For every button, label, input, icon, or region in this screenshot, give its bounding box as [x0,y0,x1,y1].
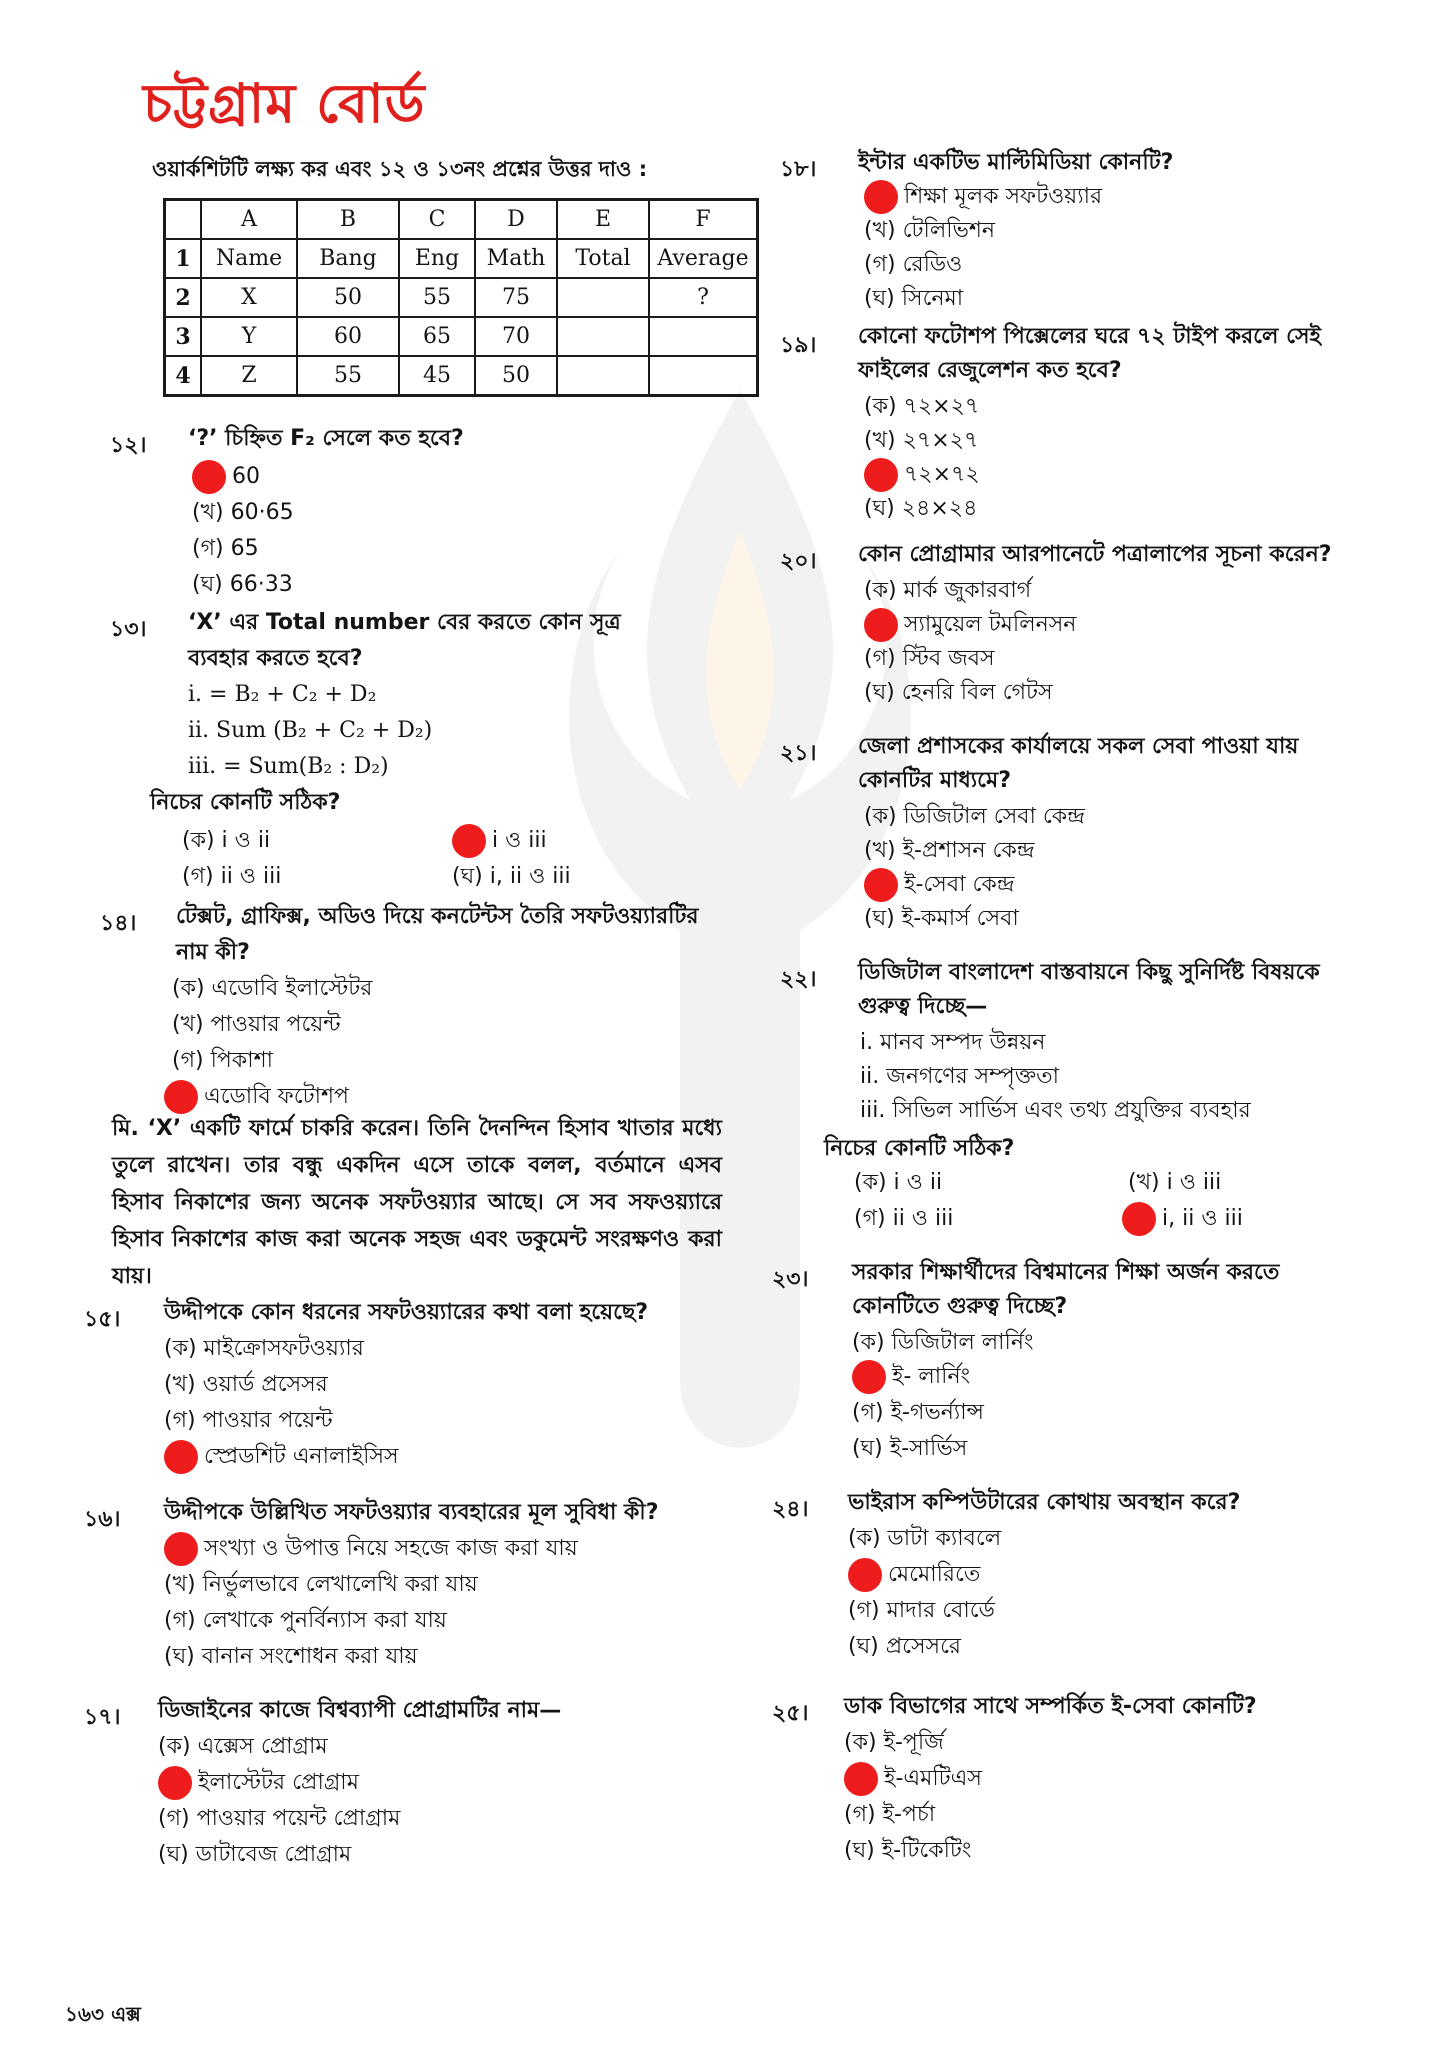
question-number: ১২। [110,433,147,458]
option: (গ) 65 [192,536,259,561]
question-text: জেলা প্রশাসকের কার্যালয়ে সকল সেবা পাওয়া যায় [858,734,1299,759]
page-footer: ১৬৩ এক্স [65,2002,141,2026]
row-number: 3 [165,317,202,356]
question-number: ২৪। [772,1497,809,1522]
option: (ক) ৭২×২৭ [864,394,980,419]
table-cell: 55 [399,278,475,317]
option: (খ) টেলিভিশন [864,218,996,243]
option: (গ) ই-পর্চা [844,1802,936,1827]
table-cell: Z [201,356,297,396]
question-number: ২৩। [772,1267,809,1292]
question-text: ব্যবহার করতে হবে? [188,646,363,671]
option-correct: এডোবি ফটোশপ [164,1080,349,1114]
worksheet-table [163,198,759,397]
option-correct: i ও iii [452,824,547,858]
table-header-row [165,200,758,240]
row-number: 4 [165,356,202,396]
question-number: ১৫। [84,1307,121,1332]
question-text: ‘X’ এর Total number বের করতে কোন সূত্র [188,610,621,635]
question-text: কোন প্রোগ্রামার আরপানেটে পত্রালাপের সূচনা করেন? [858,542,1332,567]
row-number: 2 [165,278,202,317]
question-number: ১৬। [84,1507,121,1532]
option: (ঘ) বানান সংশোধন করা যায় [164,1644,418,1669]
statement: i. মানব সম্পদ উন্নয়ন [860,1030,1046,1055]
question-text: সরকার শিক্ষার্থীদের বিশ্বমানের শিক্ষা অর্জন করতে [852,1260,1280,1285]
option-correct: ই- লার্নিং [852,1360,970,1394]
table-cell: X [201,278,297,317]
option: (ঘ) ই-সার্ভিস [852,1436,968,1461]
stimulus-paragraph: মি. ‘X’ একটি ফার্মে চাকরি করেন। তিনি দৈনন্দিন হিসাব খাতার মধ্যে তুলে রাখেন। তার বন্ধু একদিন এসে তাকে বলল, বর্তমানে এসব হিসাব নিকাশের জন্য অনেক সফটওয়্যার আছে। সে সব সফওয়্যারে হিসাব নিকাশের কাজ করা অনেক সহজ এবং ডকুমেন্ট সংরক্ষণও করা যায়। [112,1116,722,1289]
option: (ঘ) প্রসেসরে [848,1634,962,1659]
table-cell: Math [475,239,557,278]
answer-mark-icon [864,608,898,642]
option: (গ) পিকাশা [172,1048,273,1073]
option: (ক) i ও ii [182,828,271,853]
question-text: ভাইরাস কম্পিউটারের কোথায় অবস্থান করে? [848,1490,1241,1515]
statement: iii. সিভিল সার্ভিস এবং তথ্য প্রযুক্তির ব্যবহার [860,1098,1251,1123]
option: (ক) ই-পূর্জি [844,1730,944,1755]
answer-mark-icon [164,1440,198,1474]
question-text: কোনো ফটোশপ পিক্সেলের ঘরে ৭২ টাইপ করলে সেই [858,324,1321,349]
statement: iii. = Sum(B₂ : D₂) [188,754,389,779]
col-header: A [201,200,297,240]
answer-mark-icon [864,868,898,902]
question-text: গুরুত্ব দিচ্ছে— [858,994,988,1019]
table-cell [649,317,758,356]
question-prompt: নিচের কোনটি সঠিক? [150,790,341,815]
option: (গ) ই-গভর্ন্যান্স [852,1400,984,1425]
table-cell: Bang [297,239,399,278]
question-number: ২০। [780,549,817,574]
table-cell [557,278,649,317]
table-cell: 55 [297,356,399,396]
col-header: C [399,200,475,240]
question-text: ডিজিটাল বাংলাদেশ বাস্তবায়নে কিছু সুনির্দিষ্ট বিষয়কে [858,960,1320,985]
table-cell: 65 [399,317,475,356]
option: (গ) স্টিব জবস [864,646,995,671]
option: (গ) পাওয়ার পয়েন্ট [164,1408,333,1433]
table-row [165,239,758,278]
option-correct: স্যামুয়েল টমলিনসন [864,608,1076,642]
question-text: টেক্সট, গ্রাফিক্স, অডিও দিয়ে কনটেন্টস তৈরি সফটওয়্যারটির [176,904,699,929]
option-correct: ই-এমটিএস [844,1762,982,1796]
question-text: ‘?’ চিহ্নিত F₂ সেলে কত হবে? [188,426,464,451]
option-correct: 60 [192,460,260,494]
option: (খ) ২৭×২৭ [864,428,979,453]
option: (খ) ই-প্রশাসন কেন্দ্র [864,838,1035,863]
option-correct: ইলাস্টেটর প্রোগ্রাম [158,1766,359,1800]
option: (ঘ) ই-কমার্স সেবা [864,906,1019,931]
option: (ক) এডোবি ইলাস্টেটর [172,976,373,1001]
option: (ক) এক্সেস প্রোগ্রাম [158,1734,328,1759]
table-cell: Name [201,239,297,278]
table-cell [649,356,758,396]
col-header: E [557,200,649,240]
question-text: কোনটির মাধ্যমে? [858,768,1011,793]
option: (খ) 60·65 [192,500,294,525]
option-correct: স্প্রেডশিট এনালাইসিস [164,1440,399,1474]
option: (ক) i ও ii [854,1170,943,1195]
option: (ঘ) ই-টিকেটিং [844,1838,972,1863]
answer-mark-icon [452,824,486,858]
question-text: কোনটিতে গুরুত্ব দিচ্ছে? [852,1294,1068,1319]
option: (ক) ডিজিটাল লার্নিং [852,1330,1034,1355]
statement: i. = B₂ + C₂ + D₂ [188,682,377,707]
question-text: ডিজাইনের কাজে বিশ্বব্যাপী প্রোগ্রামটির নাম— [158,1698,562,1723]
question-number: ২৫। [772,1701,809,1726]
option: (ক) ডিজিটাল সেবা কেন্দ্র [864,804,1085,829]
option-correct: মেমোরিতে [848,1558,980,1592]
table-cell: Total [557,239,649,278]
table-row [165,278,758,317]
question-number: ২২। [780,967,817,992]
option-correct: ৭২×৭২ [864,458,980,492]
worksheet-intro: ওয়ার্কশিটটি লক্ষ্য কর এবং ১২ ও ১৩নং প্রশ্নের উত্তর দাও : [152,157,648,181]
option-correct: শিক্ষা মূলক সফটওয়্যার [864,180,1102,214]
question-text: ডাক বিভাগের সাথে সম্পর্কিত ই-সেবা কোনটি? [844,1694,1257,1719]
answer-mark-icon [848,1558,882,1592]
option: (খ) ওয়ার্ড প্রসেসর [164,1372,328,1397]
answer-mark-icon [164,1080,198,1114]
col-header: B [297,200,399,240]
question-prompt: নিচের কোনটি সঠিক? [824,1136,1015,1161]
question-number: ১৩। [110,617,147,642]
table-cell: 50 [475,356,557,396]
question-text: ফাইলের রেজুলেশন কত হবে? [858,358,1122,383]
table-cell [557,317,649,356]
answer-mark-icon [1122,1202,1156,1236]
table-row [165,317,758,356]
question-text: নাম কী? [176,940,250,965]
option-correct: ই-সেবা কেন্দ্র [864,868,1015,902]
answer-mark-icon [164,1532,198,1566]
option: (ঘ) সিনেমা [864,286,964,311]
col-header: D [475,200,557,240]
question-number: ১৭। [84,1705,121,1730]
option: (ঘ) ডাটাবেজ প্রোগ্রাম [158,1842,352,1867]
option: (ঘ) 66·33 [192,572,293,597]
question-number: ২১। [780,741,817,766]
option: (ক) ডাটা ক্যাবলে [848,1526,1002,1551]
table-cell: 75 [475,278,557,317]
question-text: উদ্দীপকে কোন ধরনের সফটওয়্যারের কথা বলা হয়েছে? [164,1300,649,1325]
question-text: উদ্দীপকে উল্লিখিত সফটওয়্যার ব্যবহারের মূল সুবিধা কী? [164,1500,659,1525]
table-cell: 60 [297,317,399,356]
table-cell [557,356,649,396]
question-number: ১৮। [780,157,817,182]
option-correct: i, ii ও iii [1122,1202,1243,1236]
option: (গ) ii ও iii [854,1206,954,1231]
statement: ii. Sum (B₂ + C₂ + D₂) [188,718,433,743]
answer-mark-icon [864,458,898,492]
row-number: 1 [165,239,202,278]
option: (গ) ii ও iii [182,864,282,889]
table-cell: ? [649,278,758,317]
page-title: চট্টগ্রাম বোর্ড [143,72,426,135]
answer-mark-icon [158,1766,192,1800]
statement: ii. জনগণের সম্পৃক্ততা [860,1064,1059,1089]
table-cell: 50 [297,278,399,317]
table-cell: Eng [399,239,475,278]
option: (খ) নির্ভুলভাবে লেখালেখি করা যায় [164,1572,478,1597]
option: (ক) মার্ক জুকারবার্গ [864,578,1032,603]
answer-mark-icon [192,460,226,494]
answer-mark-icon [852,1360,886,1394]
option: (খ) i ও iii [1128,1170,1222,1195]
table-cell: Average [649,239,758,278]
table-cell: 45 [399,356,475,396]
option: (ঘ) ২৪×২৪ [864,496,978,521]
option: (গ) মাদার বোর্ডে [848,1598,995,1623]
col-header: F [649,200,758,240]
option: (গ) পাওয়ার পয়েন্ট প্রোগ্রাম [158,1806,401,1831]
question-number: ১৯। [780,333,817,358]
table-row [165,356,758,396]
table-cell: 70 [475,317,557,356]
option: (ঘ) হেনরি বিল গেটস [864,680,1053,705]
table-cell: Y [201,317,297,356]
option: (ক) মাইক্রোসফটওয়্যার [164,1336,364,1361]
option: (খ) পাওয়ার পয়েন্ট [172,1012,341,1037]
option: (ঘ) i, ii ও iii [452,864,571,889]
option: (গ) রেডিও [864,252,963,277]
option: (গ) লেখাকে পুনর্বিন্যাস করা যায় [164,1608,447,1633]
option-correct: সংখ্যা ও উপাত্ত নিয়ে সহজে কাজ করা যায় [164,1532,578,1566]
question-text: ইন্টার একটিভ মাল্টিমিডিয়া কোনটি? [858,150,1174,175]
question-number: ১৪। [100,911,137,936]
answer-mark-icon [864,180,898,214]
answer-mark-icon [844,1762,878,1796]
